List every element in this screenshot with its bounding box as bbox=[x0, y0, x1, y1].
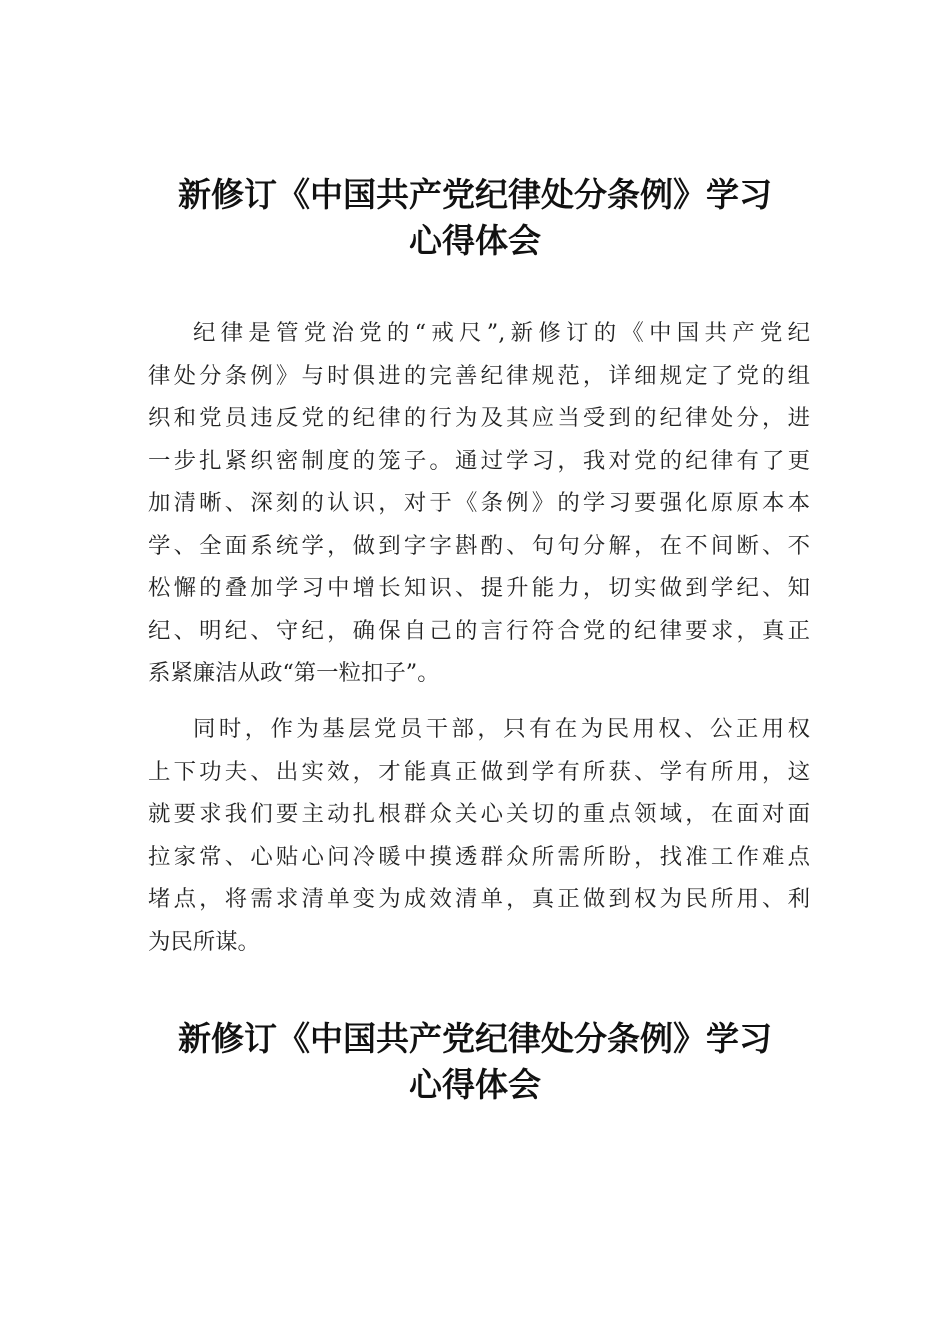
text-line: 为民所谋。 bbox=[148, 928, 260, 955]
text-line: 纪律是管党治党的“戒尺”,新修订的《中国共产党纪 bbox=[193, 320, 810, 346]
text-line: 律处分条例》与时俱进的完善纪律规范，详细规定了党的组 bbox=[148, 362, 810, 389]
text-line: 学、全面系统学，做到字字斟酌、句句分解，在不间断、不 bbox=[148, 532, 810, 559]
text-line: 一步扎紧织密制度的笼子。通过学习，我对党的纪律有了更 bbox=[148, 447, 810, 474]
document-title bbox=[120, 1016, 830, 1108]
paragraph bbox=[148, 708, 810, 963]
text-line: 拉家常、心贴心问冷暖中摸透群众所需所盼，找准工作难点 bbox=[148, 843, 810, 870]
text-line: 加清晰、深刻的认识，对于《条例》的学习要强化原原本本 bbox=[148, 490, 810, 516]
text-line: 系紧廉洁从政“第一粒扣子”。 bbox=[148, 660, 440, 686]
text-line: 纪、明纪、守纪，确保自己的言行符合党的纪律要求，真正 bbox=[148, 617, 810, 644]
title-line: 心得体会 bbox=[409, 221, 541, 260]
text-line: 松懈的叠加学习中增长知识、提升能力，切实做到学纪、知 bbox=[148, 575, 810, 601]
text-line: 织和党员违反党的纪律的行为及其应当受到的纪律处分，进 bbox=[148, 405, 810, 431]
document-title bbox=[120, 172, 830, 264]
title-line: 新修订《中国共产党纪律处分条例》学习 bbox=[178, 175, 772, 214]
title-line: 新修订《中国共产党纪律处分条例》学习 bbox=[178, 1019, 772, 1058]
title-line: 心得体会 bbox=[409, 1065, 541, 1104]
text-line: 同时，作为基层党员干部，只有在为民用权、公正用权 bbox=[193, 716, 810, 742]
text-line: 上下功夫、出实效，才能真正做到学有所获、学有所用，这 bbox=[148, 758, 810, 785]
text-line: 堵点，将需求清单变为成效清单，真正做到权为民所用、利 bbox=[148, 886, 810, 912]
text-line: 就要求我们要主动扎根群众关心关切的重点领域，在面对面 bbox=[148, 801, 810, 827]
paragraph bbox=[148, 312, 810, 695]
